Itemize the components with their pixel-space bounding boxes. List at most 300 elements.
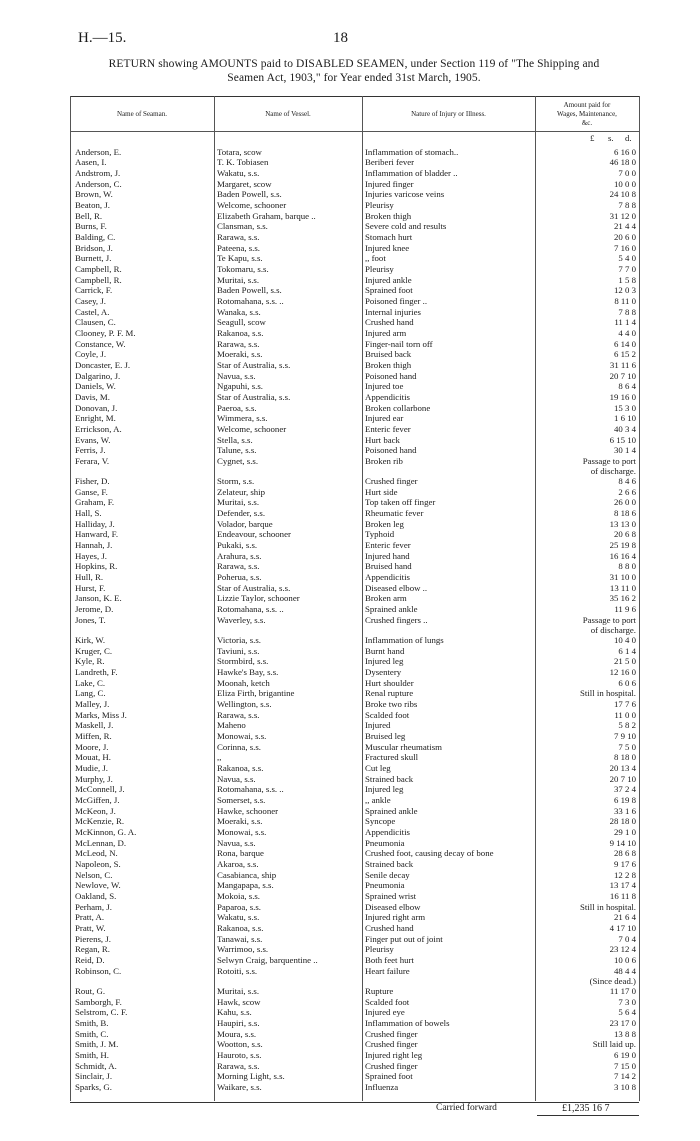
injury-description: Injured right arm	[365, 912, 426, 922]
amount-paid: Still laid up.	[592, 1039, 636, 1049]
injury-description: Crushed finger	[365, 1039, 418, 1049]
injury-description: Injuries varicose veins	[365, 189, 445, 199]
amount-paid: (Since dead.)	[589, 976, 636, 986]
seaman-name: Murphy, J.	[75, 774, 113, 784]
vessel-name: Arahura, s.s.	[217, 551, 262, 561]
table-row	[0, 955, 700, 966]
vessel-name: Zelateur, ship	[217, 487, 266, 497]
table-row	[0, 986, 700, 997]
vessel-name: Rotomahana, s.s. ..	[217, 604, 284, 614]
amount-paid: Still in hospital.	[580, 688, 636, 698]
injury-description: Bruised leg	[365, 731, 406, 741]
amount-paid: of discharge.	[590, 625, 636, 635]
seaman-name: Moore, J.	[75, 742, 109, 752]
seaman-name: Selstrom, C. F.	[75, 1007, 128, 1017]
seaman-name: Bell, R.	[75, 211, 103, 221]
amount-paid: 11 0 0	[614, 710, 636, 720]
vessel-name: Muritai, s.s.	[217, 986, 260, 996]
table-row	[0, 848, 700, 859]
table-row	[0, 445, 700, 456]
injury-description: Cut leg	[365, 763, 391, 773]
seaman-name: Beaton, J.	[75, 200, 110, 210]
seaman-name: Maskell, J.	[75, 720, 114, 730]
seaman-name: McGiffen, J.	[75, 795, 120, 805]
seaman-name: Davis, M.	[75, 392, 110, 402]
seaman-name: Lake, C.	[75, 678, 106, 688]
vessel-name: Baden Powell, s.s.	[217, 285, 282, 295]
seaman-name: Napoleon, S.	[75, 859, 121, 869]
seaman-name: Aasen, I.	[75, 157, 107, 167]
vessel-name: Muritai, s.s.	[217, 275, 260, 285]
page-series-label: H.—15.	[78, 30, 127, 46]
injury-description: Pleurisy	[365, 264, 394, 274]
seaman-name: Campbell, R.	[75, 275, 122, 285]
injury-description: Top taken off finger	[365, 497, 436, 507]
seaman-name: Hull, R.	[75, 572, 104, 582]
injury-description: Poisoned hand	[365, 371, 417, 381]
vessel-name: Totara, scow	[217, 147, 262, 157]
vessel-name: Rakanoa, s.s.	[217, 923, 264, 933]
page-number: 18	[333, 30, 348, 46]
injury-description: Injured	[365, 720, 391, 730]
amount-paid: 10 0 6	[614, 955, 636, 965]
seaman-name: Castel, A.	[75, 307, 110, 317]
vessel-name: Haupiri, s.s.	[217, 1018, 260, 1028]
seaman-name: Constance, W.	[75, 339, 126, 349]
amount-paid: 12 0 3	[614, 285, 636, 295]
seaman-name: Andstrom, J.	[75, 168, 121, 178]
seaman-name: McKinnon, G. A.	[75, 827, 137, 837]
injury-description: Sprained foot	[365, 1071, 413, 1081]
table-row	[0, 1018, 700, 1029]
column-header-seaman: Name of Seaman.	[117, 110, 167, 118]
amount-paid: 6 16 0	[614, 147, 636, 157]
table-caption	[74, 57, 634, 85]
seaman-name: Perham, J.	[75, 902, 112, 912]
seaman-name: Hayes, J.	[75, 551, 108, 561]
injury-description: Stomach hurt	[365, 232, 413, 242]
amount-paid: 7 0 0	[618, 168, 636, 178]
seaman-name: Pratt, W.	[75, 923, 106, 933]
injury-description: Injured arm	[365, 328, 407, 338]
injury-description: Strained back	[365, 859, 414, 869]
vessel-name: ,,	[217, 752, 222, 762]
vessel-name: Welcome, schooner	[217, 200, 287, 210]
table-row	[0, 816, 700, 827]
table-row	[0, 413, 700, 424]
injury-description: Muscular rheumatism	[365, 742, 442, 752]
amount-paid: 1 5 8	[618, 275, 636, 285]
injury-description: Injured eye	[365, 1007, 405, 1017]
injury-description: Beriberi fever	[365, 157, 415, 167]
seaman-name: Jones, T.	[75, 615, 106, 625]
seaman-name: Miffen, R.	[75, 731, 112, 741]
amount-paid: 48 4 4	[614, 966, 636, 976]
injury-description: Rupture	[365, 986, 394, 996]
vessel-name: Wimmera, s.s.	[217, 413, 268, 423]
pounds-label: £	[590, 133, 595, 143]
injury-description: Enteric fever	[365, 424, 411, 434]
vessel-name: Rakanoa, s.s.	[217, 763, 264, 773]
injury-description: Injured toe	[365, 381, 404, 391]
vessel-name: Monowai, s.s.	[217, 731, 267, 741]
table-row	[0, 593, 700, 604]
injury-description: Broken collarbone	[365, 403, 431, 413]
amount-paid: Passage to port	[582, 615, 636, 625]
amount-paid: 6 19 0	[614, 1050, 636, 1060]
vessel-name: Navua, s.s.	[217, 371, 256, 381]
vessel-name: Moeraki, s.s.	[217, 816, 263, 826]
table-row	[0, 923, 700, 934]
injury-description: Hurt side	[365, 487, 398, 497]
amount-paid: 8 11 0	[614, 296, 636, 306]
amount-paid: 20 6 0	[614, 232, 636, 242]
amount-paid: 8 18 0	[614, 752, 636, 762]
amount-paid: 11 17 0	[609, 986, 636, 996]
amount-paid: 15 3 0	[614, 403, 636, 413]
amount-paid: 10 0 0	[614, 179, 636, 189]
vessel-name: Rona, barque	[217, 848, 264, 858]
header-rule	[70, 131, 639, 132]
amount-header-line-2: Wages, Maintenance,	[557, 110, 617, 118]
table-row	[0, 264, 700, 275]
table-row	[0, 688, 700, 699]
seaman-name: Janson, K. E.	[75, 593, 122, 603]
injury-description: Diseased elbow ..	[365, 583, 428, 593]
amount-header-line-1: Amount paid for	[563, 101, 611, 109]
amount-paid: 5 4 0	[618, 253, 636, 263]
vessel-name: Defender, s.s.	[217, 508, 266, 518]
injury-description: Crushed finger	[365, 476, 418, 486]
injury-description: ,, ankle	[365, 795, 391, 805]
injury-description: Both feet hurt	[365, 955, 414, 965]
seaman-name: Samborgh, F.	[75, 997, 122, 1007]
seaman-name: Sinclair, J.	[75, 1071, 113, 1081]
amount-paid: 25 19 8	[609, 540, 636, 550]
caption-line-2: Seamen Act, 1903," for Year ended 31st March, 1905.	[227, 72, 481, 84]
vessel-name: Moeraki, s.s.	[217, 349, 263, 359]
amount-paid: 13 13 0	[609, 519, 636, 529]
table-row	[0, 880, 700, 891]
table-row	[0, 381, 700, 392]
amount-paid: 17 7 6	[614, 699, 636, 709]
vessel-name: Rarawa, s.s.	[217, 232, 260, 242]
vessel-name: Poherua, s.s.	[217, 572, 262, 582]
amount-paid: of discharge.	[590, 466, 636, 476]
table-row	[0, 540, 700, 551]
carried-forward-label: Carried forward	[436, 1103, 497, 1113]
amount-paid: 6 14 0	[614, 339, 636, 349]
seaman-name: Rout, G.	[75, 986, 106, 996]
vessel-name: Rotoiti, s.s.	[217, 966, 258, 976]
table-row	[0, 476, 700, 487]
table-row	[0, 604, 700, 615]
injury-description: Sprained foot	[365, 285, 413, 295]
seaman-name: Balding, C.	[75, 232, 116, 242]
amount-paid: 5 6 4	[618, 1007, 636, 1017]
vessel-name: Te Kapu, s.s.	[217, 253, 263, 263]
seaman-name: Burns, F.	[75, 221, 107, 231]
vessel-name: T. K. Tobiasen	[217, 157, 269, 167]
vessel-name: Navua, s.s.	[217, 838, 256, 848]
injury-description: Renal rupture	[365, 688, 414, 698]
seaman-name: Doncaster, E. J.	[75, 360, 131, 370]
vessel-name: Welcome, schooner	[217, 424, 287, 434]
vessel-name: Rarawa, s.s.	[217, 1061, 260, 1071]
seaman-name: Robinson, C.	[75, 966, 122, 976]
seaman-name: Casey, J.	[75, 296, 106, 306]
injury-description: Sprained wrist	[365, 891, 417, 901]
injury-description: Sprained ankle	[365, 806, 418, 816]
injury-description: Strained back	[365, 774, 414, 784]
injury-description: Inflammation of lungs	[365, 635, 444, 645]
seaman-name: Anderson, C.	[75, 179, 122, 189]
amount-paid: 31 12 0	[609, 211, 636, 221]
injury-description: Sprained ankle	[365, 604, 418, 614]
seaman-name: Jerome, D.	[75, 604, 114, 614]
pence-label: d.	[625, 133, 632, 143]
amount-paid: 6 15 2	[614, 349, 636, 359]
table-row	[0, 349, 700, 360]
table-row	[0, 572, 700, 583]
amount-paid: 37 2 4	[614, 784, 636, 794]
vessel-name: Mangapapa, s.s.	[217, 880, 274, 890]
seaman-name: Enright, M.	[75, 413, 116, 423]
injury-description: Broke two ribs	[365, 699, 418, 709]
amount-paid: 35 16 2	[609, 593, 636, 603]
carried-forward-total: £1,235 16 7	[562, 1103, 610, 1114]
injury-description: Inflammation of stomach..	[365, 147, 459, 157]
injury-description: Enteric fever	[365, 540, 411, 550]
vessel-name: Paeroa, s.s.	[217, 403, 257, 413]
injury-description: Dysentery	[365, 667, 402, 677]
injury-description: Inflammation of bowels	[365, 1018, 450, 1028]
seaman-name: Malley, J.	[75, 699, 110, 709]
table-row	[0, 285, 700, 296]
amount-paid: 2 6 6	[618, 487, 636, 497]
amount-paid: 20 6 8	[614, 529, 636, 539]
table-row	[0, 317, 700, 328]
injury-description: Poisoned hand	[365, 445, 417, 455]
amount-paid: 7 16 0	[614, 243, 636, 253]
vessel-name: Hawk, scow	[217, 997, 261, 1007]
amount-paid: 6 15 10	[609, 435, 636, 445]
seaman-name: Carrick, F.	[75, 285, 113, 295]
amount-paid: 21 6 4	[614, 912, 636, 922]
amount-paid: 8 18 6	[614, 508, 636, 518]
injury-description: Diseased elbow	[365, 902, 421, 912]
table-row	[0, 508, 700, 519]
seaman-name: Anderson, E.	[75, 147, 122, 157]
amount-paid: 7 14 2	[614, 1071, 636, 1081]
table-row	[0, 328, 700, 339]
table-row	[0, 168, 700, 179]
vessel-name: Rarawa, s.s.	[217, 339, 260, 349]
injury-description: Broken thigh	[365, 360, 412, 370]
amount-paid: 23 17 0	[609, 1018, 636, 1028]
injury-description: Poisoned finger ..	[365, 296, 428, 306]
amount-paid: Passage to port	[582, 456, 636, 466]
seaman-name: Daniels, W.	[75, 381, 116, 391]
injury-description: Syncope	[365, 816, 396, 826]
amount-paid: 11 9 6	[614, 604, 636, 614]
seaman-name: Campbell, R.	[75, 264, 122, 274]
seaman-name: Dalgarino, J.	[75, 371, 121, 381]
table-row	[0, 232, 700, 243]
seaman-name: Hopkins, R.	[75, 561, 118, 571]
table-row	[0, 360, 700, 371]
amount-paid: 24 10 8	[609, 189, 636, 199]
vessel-name: Eliza Firth, brigantine	[217, 688, 295, 698]
vessel-name: Casabianca, ship	[217, 870, 277, 880]
amount-paid: 28 18 0	[609, 816, 636, 826]
amount-paid: 8 8 0	[618, 561, 636, 571]
vessel-name: Waikare, s.s.	[217, 1082, 262, 1092]
amount-paid: Still in hospital.	[580, 902, 636, 912]
seaman-name: Schmidt, A.	[75, 1061, 117, 1071]
vessel-name: Monowai, s.s.	[217, 827, 267, 837]
table-row	[0, 752, 700, 763]
seaman-name: Errickson, A.	[75, 424, 122, 434]
injury-description: Injured right leg	[365, 1050, 423, 1060]
vessel-name: Wakatu, s.s.	[217, 912, 260, 922]
injury-description: Burnt hand	[365, 646, 405, 656]
seaman-name: Nelson, C.	[75, 870, 113, 880]
seaman-name: Lang, C.	[75, 688, 106, 698]
seaman-name: Smith, J. M.	[75, 1039, 119, 1049]
vessel-name: Rotomahana, s.s. ..	[217, 784, 284, 794]
vessel-name: Hauroto, s.s.	[217, 1050, 262, 1060]
injury-description: Broken rib	[365, 456, 403, 466]
table-row	[0, 784, 700, 795]
amount-paid: 31 11 6	[609, 360, 636, 370]
seaman-name: Halliday, J.	[75, 519, 115, 529]
seaman-name: Burnett, J.	[75, 253, 112, 263]
injury-description: Broken leg	[365, 519, 404, 529]
vessel-name: Akaroa, s.s.	[217, 859, 259, 869]
vessel-name: Tokomaru, s.s.	[217, 264, 269, 274]
vessel-name: Taviuni, s.s.	[217, 646, 260, 656]
injury-description: Broken thigh	[365, 211, 412, 221]
table-row	[0, 157, 700, 168]
amount-paid: 4 17 10	[609, 923, 636, 933]
vessel-name: Talune, s.s.	[217, 445, 257, 455]
table-row	[0, 912, 700, 923]
table-row	[0, 720, 700, 731]
vessel-name: Star of Australia, s.s.	[217, 392, 291, 402]
table-row	[0, 1050, 700, 1061]
table-row	[0, 200, 700, 211]
vessel-name: Wootton, s.s.	[217, 1039, 263, 1049]
injury-description: Pneumonia	[365, 838, 405, 848]
injury-description: Hurt shoulder	[365, 678, 414, 688]
amount-paid: 28 6 8	[614, 848, 636, 858]
amount-paid: 12 16 0	[609, 667, 636, 677]
vessel-name: Warrimoo, s.s.	[217, 944, 269, 954]
injury-description: Appendicitis	[365, 572, 410, 582]
injury-description: Injured leg	[365, 656, 404, 666]
injury-description: Internal injuries	[365, 307, 421, 317]
vessel-name: Baden Powell, s.s.	[217, 189, 282, 199]
table-row	[0, 1039, 700, 1050]
table-row	[0, 189, 700, 200]
vessel-name: Moura, s.s.	[217, 1029, 257, 1039]
injury-description: Injured leg	[365, 784, 404, 794]
injury-description: Injured knee	[365, 243, 410, 253]
column-header-vessel: Name of Vessel.	[265, 110, 311, 118]
table-row	[0, 635, 700, 646]
seaman-name: Oakland, S.	[75, 891, 117, 901]
table-row	[0, 656, 700, 667]
injury-description: Injured finger	[365, 179, 414, 189]
amount-paid: 13 17 4	[609, 880, 636, 890]
amount-paid: 5 8 2	[618, 720, 636, 730]
amount-header-line-3: &c.	[581, 119, 593, 127]
vessel-name: Mokoia, s.s.	[217, 891, 261, 901]
amount-paid: 8 6 4	[618, 381, 636, 391]
vessel-name: Clansman, s.s.	[217, 221, 268, 231]
amount-paid: 4 4 0	[618, 328, 636, 338]
amount-paid: 3 10 8	[614, 1082, 636, 1092]
injury-description: Crushed hand	[365, 923, 414, 933]
injury-description: Typhoid	[365, 529, 395, 539]
seaman-name: Clausen, C.	[75, 317, 116, 327]
injury-description: Crushed foot, causing decay of bone	[365, 848, 494, 858]
seaman-name: Regan, R.	[75, 944, 110, 954]
vessel-name: Stella, s.s.	[217, 435, 253, 445]
table-row	[0, 1007, 700, 1018]
amount-paid: 9 17 6	[614, 859, 636, 869]
seaman-name: Pierens, J.	[75, 934, 111, 944]
seaman-name: Hurst, F.	[75, 583, 106, 593]
table-row	[0, 424, 700, 435]
injury-description: Finger put out of joint	[365, 934, 443, 944]
vessel-name: Morning Light, s.s.	[217, 1071, 285, 1081]
vessel-name: Star of Australia, s.s.	[217, 360, 291, 370]
amount-paid: 10 4 0	[614, 635, 636, 645]
injury-description: Crushed hand	[365, 317, 414, 327]
seaman-name: Hannah, J.	[75, 540, 113, 550]
table-row	[0, 667, 700, 678]
injury-description: Rheumatic fever	[365, 508, 424, 518]
amount-paid: 7 8 8	[618, 307, 636, 317]
table-row	[0, 859, 700, 870]
vessel-name: Pateena, s.s.	[217, 243, 260, 253]
injury-description: Injured ear	[365, 413, 404, 423]
seaman-name: Coyle, J.	[75, 349, 107, 359]
injury-description: Appendicitis	[365, 827, 410, 837]
seaman-name: Kruger, C.	[75, 646, 113, 656]
shillings-label: s.	[608, 133, 614, 143]
injury-description: Influenza	[365, 1082, 399, 1092]
injury-description: Appendicitis	[365, 392, 410, 402]
amount-paid: 7 7 0	[618, 264, 636, 274]
injury-description: Fractured skull	[365, 752, 419, 762]
amount-paid: 7 9 10	[614, 731, 636, 741]
seaman-name: Mouat, H.	[75, 752, 111, 762]
seaman-name: Pratt, A.	[75, 912, 105, 922]
injury-description: Scalded foot	[365, 710, 410, 720]
vessel-name: Star of Australia, s.s.	[217, 583, 291, 593]
seaman-name: Smith, B.	[75, 1018, 109, 1028]
seaman-name: Hall, S.	[75, 508, 102, 518]
seaman-name: Kyle, R.	[75, 656, 105, 666]
seaman-name: Smith, C.	[75, 1029, 109, 1039]
amount-paid: 6 0 6	[618, 678, 636, 688]
seaman-name: McLeod, N.	[75, 848, 118, 858]
table-row	[0, 827, 700, 838]
amount-paid: 7 0 4	[618, 934, 636, 944]
